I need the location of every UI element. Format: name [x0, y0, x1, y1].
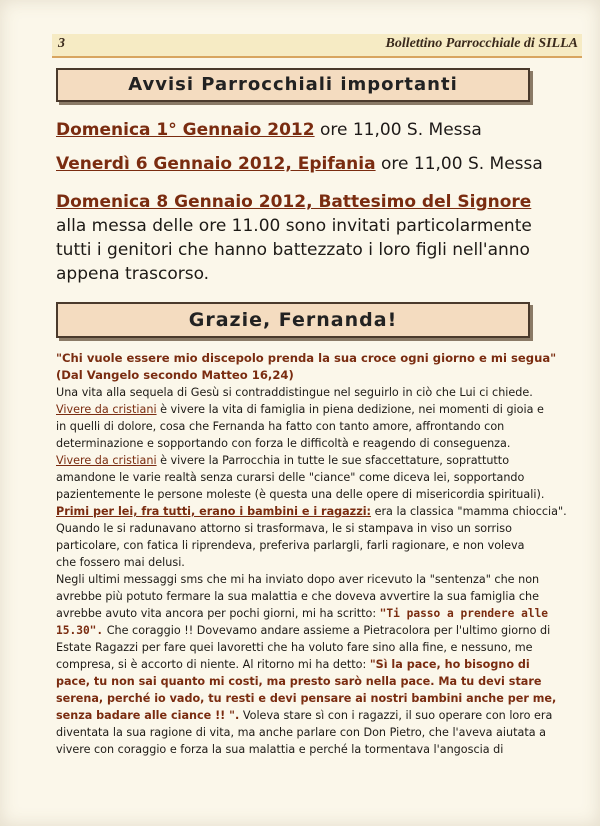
notice-date: Domenica 8 Gennaio 2012, Battesimo del Signore	[56, 192, 532, 212]
text-fragment: avrebbe avuto vita ancora per pochi giorni, mi ha scritto:	[56, 607, 380, 620]
text-line: avrebbe più potuto fermare la sua malattia e che doveva avvertire la sua famiglia che	[56, 590, 540, 603]
notice-date: Venerdì 6 Gennaio 2012, Epifania	[56, 154, 376, 174]
underlined-phrase: Primi per lei, fra tutti, erano i bambini e i ragazzi:	[56, 505, 372, 518]
text-line	[56, 707, 553, 724]
quote-source: (Dal Vangelo secondo Matteo 16,24)	[56, 368, 294, 382]
text-fragment: era la classica "mamma chioccia".	[371, 505, 567, 518]
bulletin-title: Bollettino Parrocchiale di SILLA	[385, 36, 578, 51]
text-fragment: è vivere la vita di famiglia in piena dedizione, nei momenti di gioia e	[156, 403, 544, 416]
gospel-quote: "Chi vuole essere mio discepolo prenda la sua croce ogni giorno e mi segua"	[56, 351, 557, 365]
quoted-message: senza badare alle ciance !! ".	[56, 709, 240, 722]
text-line: Una vita alla sequela di Gesù si contraddistingue nel seguirlo in ciò che Lui ci chiede.	[56, 386, 533, 399]
notice-line: tutti i genitori che hanno battezzato i loro figli nell'anno	[56, 240, 530, 260]
page-number: 3	[58, 36, 65, 51]
text-line: pazientemente le persone moleste (è questa una delle opere di misericordia spirituali).	[56, 488, 545, 501]
notice-body	[56, 214, 532, 286]
text-fragment: compresa, si è accorto di niente. Al ritorno mi ha detto:	[56, 658, 370, 671]
quoted-message: pace, tu non sai quanto mi costi, ma presto sarò nella pace. Ma tu devi stare	[56, 675, 542, 688]
article-body	[56, 350, 567, 758]
notice-line: alla messa delle ore 11.00 sono invitati particolarmente	[56, 216, 532, 236]
text-line: Negli ultimi messaggi sms che mi ha inviato dopo aver ricevuto la "sentenza" che non	[56, 573, 540, 586]
quoted-message: 15.30".	[56, 624, 104, 637]
text-line: amandone le varie realtà senza curarsi delle "ciance" come diceva lei, sopportando	[56, 471, 525, 484]
notice-text: ore 11,00 S. Messa	[319, 120, 482, 140]
text-line: diventata la sua ragione di vita, ma anche parlare con Don Pietro, che l'aveva aiutata a	[56, 726, 546, 739]
page-header	[52, 34, 582, 58]
notice-date: Domenica 1° Gennaio 2012	[56, 120, 315, 140]
text-line	[56, 401, 544, 418]
text-line	[56, 622, 551, 639]
notice-item	[56, 118, 482, 142]
text-line: vivere con coraggio e forza la sua malattia e perché la tormentava l'angoscia di	[56, 743, 504, 756]
text-line: particolare, con fatica li riprendeva, preferiva parlargli, farli ragionare, e non voleva	[56, 539, 525, 552]
text-line: Quando le si radunavano attorno si trasformava, le si stampava in viso un sorriso	[56, 522, 512, 535]
text-line: determinazione e sopportando con forza le difficoltà e reagendo di conseguenza.	[56, 437, 511, 450]
notice-item	[56, 152, 543, 176]
text-fragment: Voleva stare sì con i ragazzi, il suo operare con loro era	[239, 709, 553, 722]
quoted-message: serena, perché io vado, tu resti e devi pensare ai nostri bambini anche per me,	[56, 692, 557, 705]
underlined-phrase: Vivere da cristiani	[56, 403, 157, 416]
text-fragment: è vivere la Parrocchia in tutte le sue sfaccettature, soprattutto	[156, 454, 510, 467]
text-line: in quelli di dolore, cosa che Fernanda ha fatto con tanto amore, affrontando con	[56, 420, 505, 433]
notice-line: appena trascorso.	[56, 264, 210, 284]
text-line	[56, 656, 530, 673]
quoted-message: "Sì la pace, ho bisogno di	[369, 658, 530, 671]
text-fragment: Che coraggio !! Dovevamo andare assieme a Pietracolora per l'ultimo giorno di	[103, 624, 551, 637]
text-line	[56, 503, 567, 520]
quoted-message: "Ti passo a prendere alle	[379, 607, 549, 620]
underlined-phrase: Vivere da cristiani	[56, 454, 157, 467]
notice-item	[56, 190, 531, 214]
notices-title: Avvisi Parrocchiali importanti	[56, 68, 530, 102]
article-title: Grazie, Fernanda!	[56, 302, 530, 338]
notice-text: ore 11,00 S. Messa	[381, 154, 543, 174]
text-line: che fossero mai delusi.	[56, 556, 185, 569]
text-line: Estate Ragazzi per fare quei lavoretti che ha voluto fare sino alla fine, e nessuno, me	[56, 641, 533, 654]
text-line	[56, 605, 549, 622]
text-line	[56, 452, 530, 469]
